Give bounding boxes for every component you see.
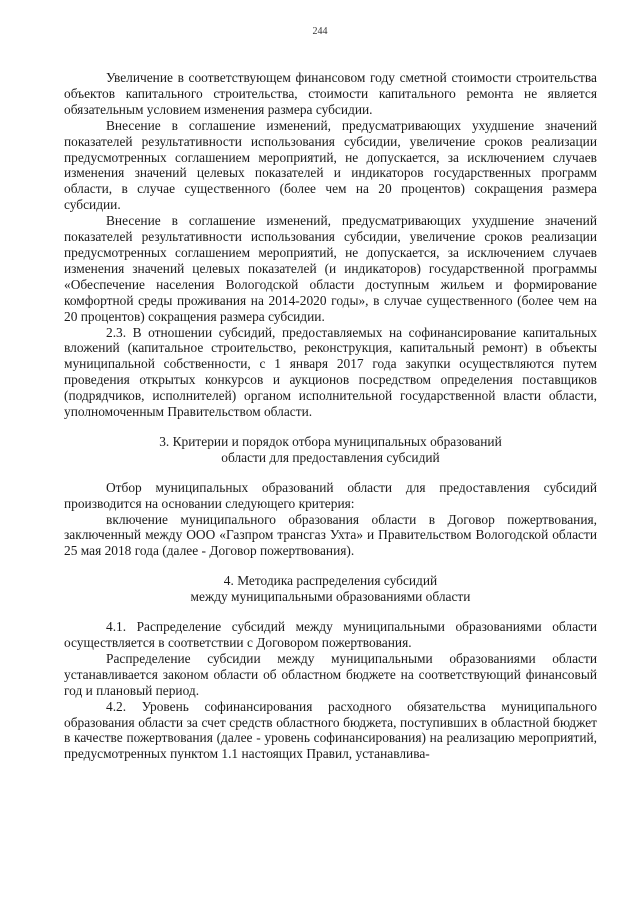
paragraph: 2.3. В отношении субсидий, предоставляемых на софинансирование капитальных вложений (капитальное строительство, реконструкция, капитальный ремонт) в объекты муниципальной собственности, с 1 января 2017 года закупки осуществляются путем проведения открытых конкурсов и аукционов посредством определения поставщиков (подрядчиков, исполнителей) органом исполнительной государственной власти области, уполномоченным Правительством области. [64,324,597,420]
paragraph: Внесение в соглашение изменений, предусматривающих ухудшение значений показателей результативности использования субсидии, увеличение сроков реализации предусмотренных соглашением мероприятий, не допускается, за исключением случаев изменения значений целевых показателей (и индикаторов) государственной программы «Обеспечение населения Вологодской области доступным жильем и формирование комфортной среды проживания на 2014-2020 годы», в случае существенного (более чем на 20 процентов) сокращения размера субсидии. [64,213,597,324]
section-3-heading [64,434,597,466]
paragraph: Отбор муниципальных образований области для предоставления субсидий производится на основании следующего критерия: [64,479,597,511]
paragraph: 4.1. Распределение субсидий между муниципальными образованиями области осуществляется в соответствии с Договором пожертвования. [64,619,597,650]
document-body [64,70,597,762]
heading-line: между муниципальными образованиями области [190,589,471,605]
paragraph: включение муниципального образования области в Договор пожертвования, заключенный между ООО «Газпром трансгаз Ухта» и Правительством Вологодской области 25 мая 2018 года (далее - Договор пожертвования). [64,511,597,559]
heading-line: области для предоставления субсидий [221,449,440,465]
paragraph: 4.2. Уровень софинансирования расходного обязательства муниципального образования области за счет средств областного бюджета, поступивших в областной бюджет в качестве пожертвования (далее - уровень софинансирования) на реализацию мероприятий, предусмотренных пунктом 1.1 настоящих Правил, устанавлива- [64,698,597,762]
section-4-heading [64,573,597,605]
paragraph: Увеличение в соответствующем финансовом году сметной стоимости строительства объектов капитального строительства, стоимости капитального ремонта не является обязательным условием изменения размера субсидии. [64,70,597,117]
paragraph: Внесение в соглашение изменений, предусматривающих ухудшение значений показателей результативности использования субсидии, увеличение сроков реализации предусмотренных соглашением мероприятий, не допускается, за исключением случаев изменения значений целевых показателей и индикаторов государственных программ области, в случае существенного (более чем на 20 процентов) сокращения размера субсидии. [64,117,597,213]
page-number: 244 [312,26,328,37]
paragraph: Распределение субсидии между муниципальными образованиями области устанавливается законом области об областном бюджете на соответствующий финансовый год и плановый период. [64,650,597,698]
heading-line: 4. Методика распределения субсидий [223,573,438,589]
heading-line: 3. Критерии и порядок отбора муниципальных образований [159,433,502,449]
